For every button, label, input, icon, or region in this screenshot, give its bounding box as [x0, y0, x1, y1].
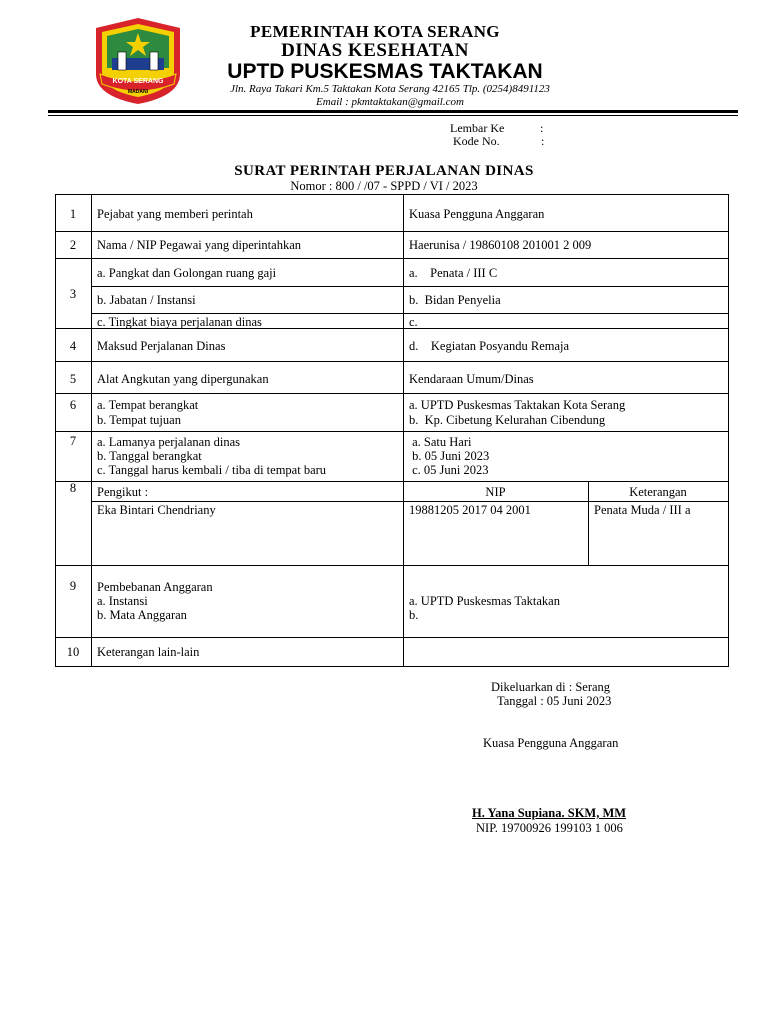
row-value: a. Penata / III C	[409, 266, 498, 280]
row-number: 7	[69, 434, 77, 448]
keterangan-header: Keterangan	[629, 485, 687, 499]
row-value: Haerunisa / 19860108 201001 2 009	[409, 238, 592, 252]
row-value: d. Kegiatan Posyandu Remaja	[409, 339, 570, 353]
row-label: c. Tingkat biaya perjalanan dinas	[97, 315, 262, 329]
issued-date: Tanggal : 05 Juni 2023	[497, 694, 612, 708]
row-label: Keterangan lain-lain	[97, 645, 200, 659]
pengikut-header: Pengikut :	[97, 485, 149, 499]
row-label: Pembebanan Anggaran	[97, 580, 213, 594]
lembar-sep: :	[540, 121, 544, 135]
row-label: a. Lamanya perjalanan dinas	[97, 435, 240, 449]
row-value: c.	[409, 315, 418, 329]
row-number: 8	[69, 481, 77, 495]
sppd-table	[55, 194, 729, 667]
document-title: SURAT PERINTAH PERJALANAN DINAS	[234, 163, 534, 179]
row-number: 1	[69, 207, 77, 221]
row-number: 10	[66, 645, 80, 659]
nip-header: NIP	[485, 485, 506, 499]
row-number: 3	[69, 287, 77, 301]
row-line	[91, 286, 728, 287]
kode-sep: :	[541, 134, 545, 148]
row-label: Maksud Perjalanan Dinas	[97, 339, 226, 353]
row-label: b. Tempat tujuan	[97, 413, 181, 427]
issued-at: Dikeluarkan di : Serang	[491, 680, 611, 694]
letterhead-government: PEMERINTAH KOTA SERANG	[250, 22, 500, 41]
row-line	[56, 393, 728, 394]
document-number: Nomor : 800 / /07 - SPPD / VI / 2023	[290, 179, 478, 193]
row-line	[56, 481, 728, 482]
row-number: 2	[69, 238, 77, 252]
signatory-name: H. Yana Supiana. SKM, MM	[472, 806, 627, 820]
row-label: a. Instansi	[97, 594, 148, 608]
row-label: b. Mata Anggaran	[97, 608, 187, 622]
signatory-nip: NIP. 19700926 199103 1 006	[476, 821, 623, 835]
row-label: Nama / NIP Pegawai yang diperintahkan	[97, 238, 301, 252]
letterhead-institution: UPTD PUSKESMAS TAKTAKAN	[227, 60, 543, 83]
row-label: Pejabat yang memberi perintah	[97, 207, 253, 221]
row-label: b. Tanggal berangkat	[97, 449, 202, 463]
letterhead-rule-thin	[48, 115, 738, 116]
row-label: a. Tempat berangkat	[97, 398, 199, 412]
row-line	[56, 361, 728, 362]
row-line	[56, 637, 728, 638]
row-line	[56, 231, 728, 232]
row-value: b.	[409, 608, 419, 622]
city-logo	[92, 16, 184, 106]
row-number: 5	[69, 372, 77, 386]
pengikut-name: Eka Bintari Chendriany	[97, 503, 216, 517]
row-line	[91, 313, 728, 314]
row-label: c. Tanggal harus kembali / tiba di tempat baru	[97, 463, 327, 477]
lembar-label: Lembar Ke	[450, 121, 505, 135]
svg-text:KOTA SERANG: KOTA SERANG	[112, 78, 164, 85]
row-value: a. Satu Hari	[409, 435, 472, 449]
row-label: Alat Angkutan yang dipergunakan	[97, 372, 269, 386]
row-value: b. Bidan Penyelia	[409, 293, 501, 307]
letterhead-address: Jln. Raya Takari Km.5 Taktakan Kota Serang 42165 Tlp. (0254)8491123	[230, 83, 550, 95]
row-line	[91, 501, 728, 502]
svg-text:MADANI: MADANI	[128, 89, 148, 95]
row-value: b. 05 Juni 2023	[409, 449, 490, 463]
row-line	[56, 431, 728, 432]
row-number: 6	[69, 398, 77, 412]
row-label: a. Pangkat dan Golongan ruang gaji	[97, 266, 277, 280]
signatory-title: Kuasa Pengguna Anggaran	[483, 736, 619, 750]
row-value: Kuasa Pengguna Anggaran	[409, 207, 545, 221]
kode-label: Kode No.	[453, 134, 500, 148]
row-value: c. 05 Juni 2023	[409, 463, 489, 477]
row-line	[56, 565, 728, 566]
letterhead-rule-thick	[48, 110, 738, 113]
letterhead-department: DINAS KESEHATAN	[281, 40, 469, 61]
row-label: b. Jabatan / Instansi	[97, 293, 196, 307]
row-value: a. UPTD Puskesmas Taktakan Kota Serang	[409, 398, 626, 412]
pengikut-keterangan: Penata Muda / III a	[594, 503, 691, 517]
row-number: 9	[69, 579, 77, 593]
row-value: b. Kp. Cibetung Kelurahan Cibendung	[409, 413, 606, 427]
pengikut-nip: 19881205 2017 04 2001	[409, 503, 531, 517]
row-value: Kendaraan Umum/Dinas	[409, 372, 534, 386]
row-number: 4	[69, 339, 77, 353]
letterhead-email: Email : pkmtaktakan@gmail.com	[316, 96, 464, 108]
row-value: a. UPTD Puskesmas Taktakan	[409, 594, 560, 608]
row-line	[56, 258, 728, 259]
